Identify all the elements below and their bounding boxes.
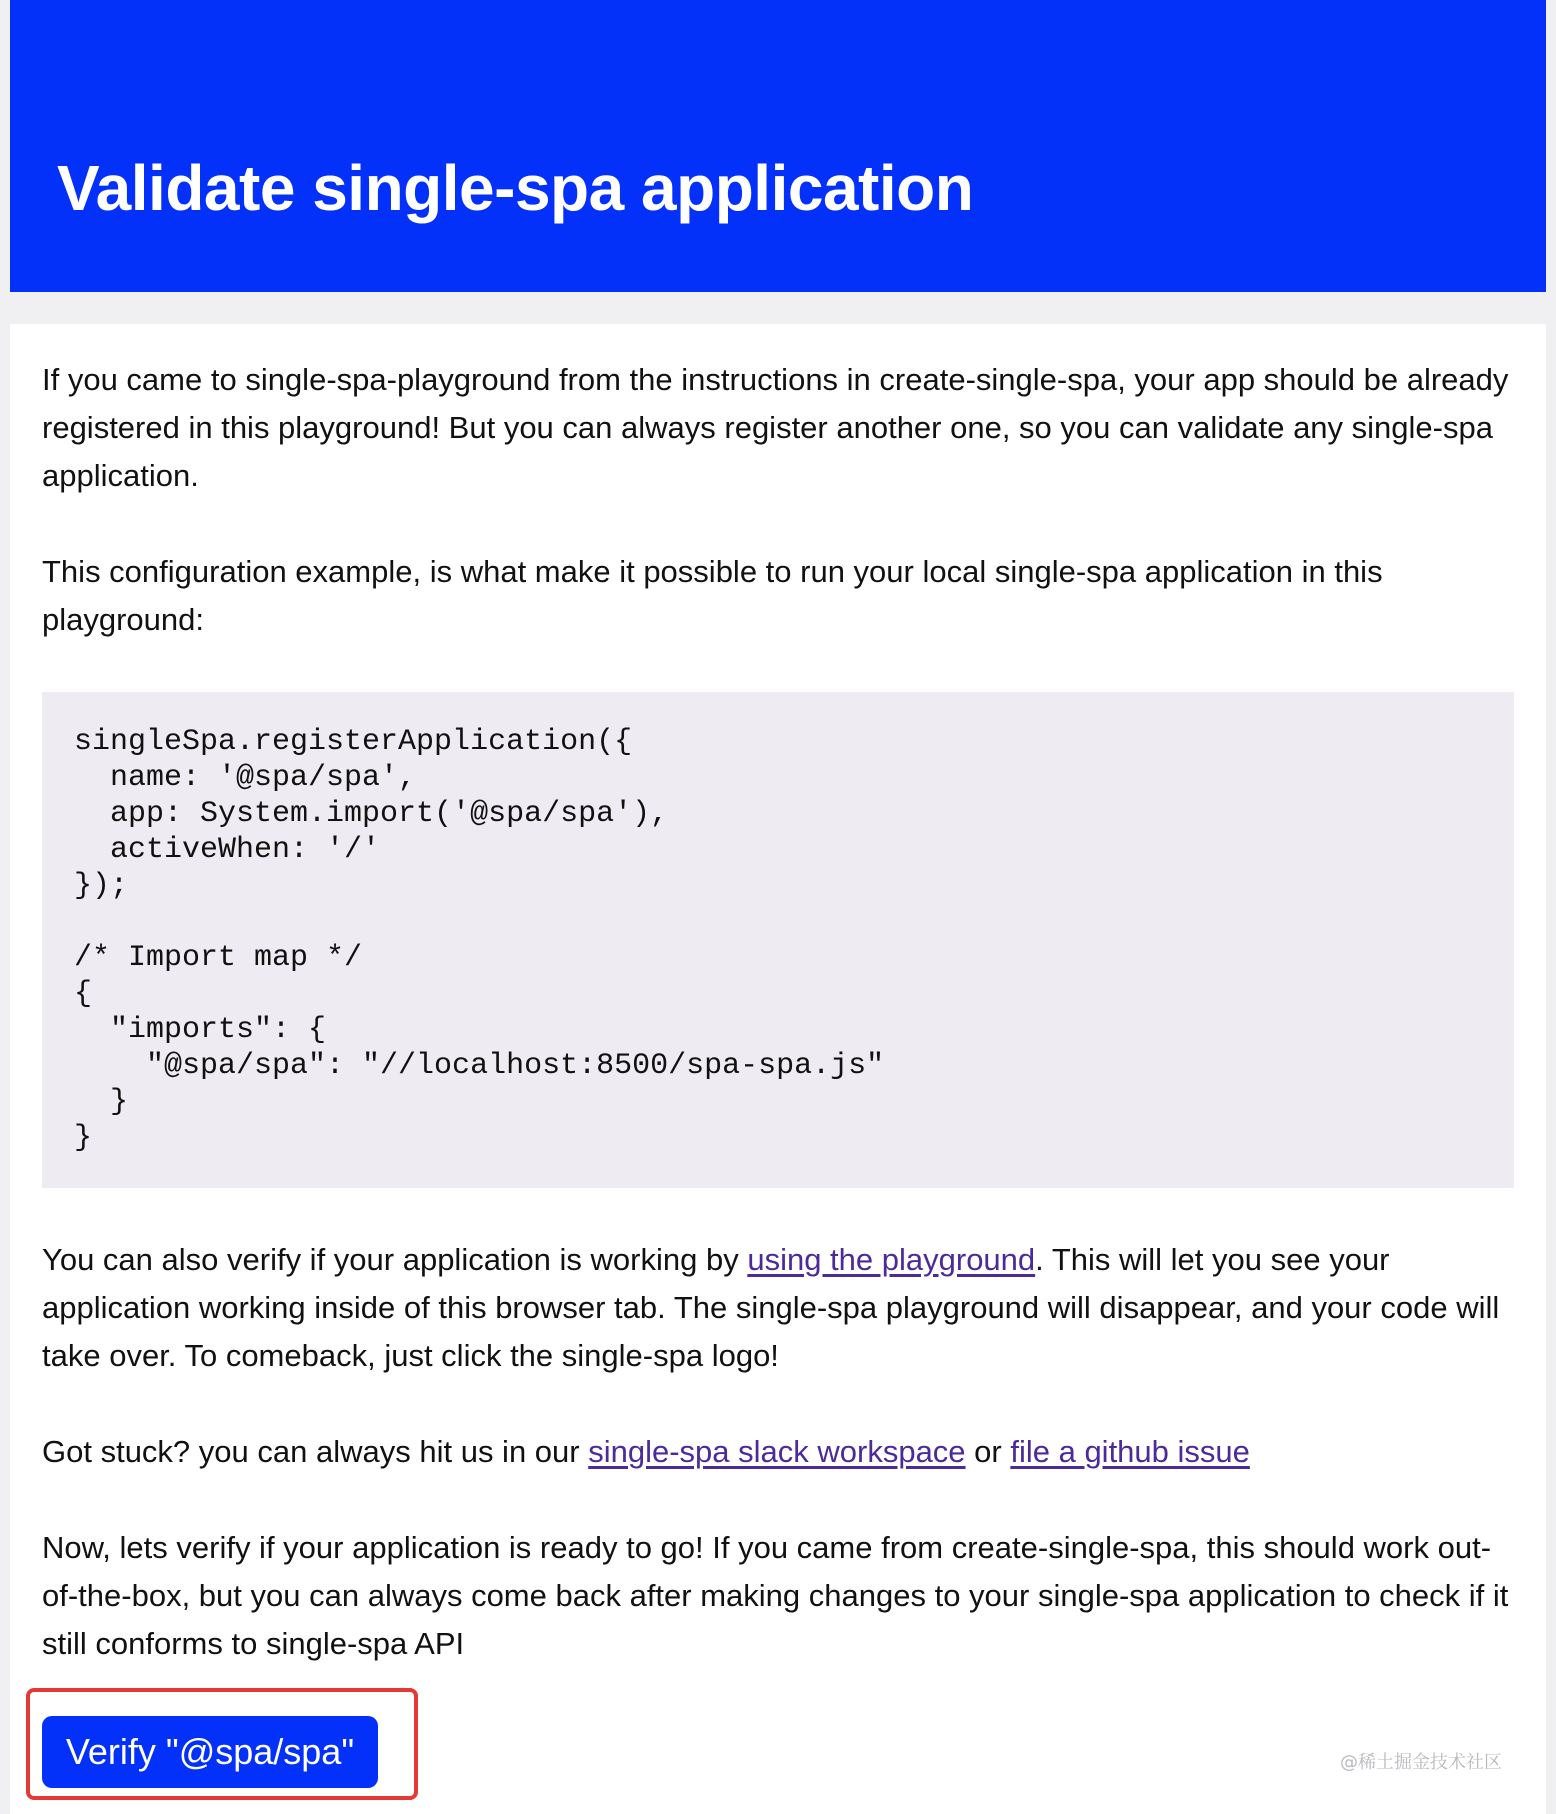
playground-text-after: . This will let you see your application working inside of this browser tab. The single-spa playground will disappear, and your code will take over. To comeback, just click the single-spa logo! <box>42 1242 1500 1373</box>
intro-paragraph: If you came to single-spa-playground from the instructions in create-single-spa, your app should be already registered in this playground! But you can always register another one, so you can validate any single-spa application. <box>42 362 1509 493</box>
help-paragraph <box>42 1428 1514 1476</box>
slack-workspace-link[interactable]: single-spa slack workspace <box>588 1434 966 1469</box>
help-text: Got stuck? you can always hit us in our <box>42 1434 589 1469</box>
playground-text-before: You can also verify if your application is working by <box>42 1242 748 1277</box>
page-title: Validate single-spa application <box>57 152 974 224</box>
github-issue-link[interactable]: file a github issue <box>1010 1434 1250 1469</box>
code-block <box>42 692 1514 1188</box>
content-card <box>10 324 1546 1814</box>
config-intro-paragraph: This configuration example, is what make it possible to run your local single-spa application in this playground: <box>42 554 1383 637</box>
ready-paragraph: Now, lets verify if your application is ready to go! If you came from create-single-spa, this should work out-of-the-box, but you can always come back after making changes to your single-spa application to check if it still conforms to single-spa API <box>42 1530 1509 1661</box>
code-snippet: singleSpa.registerApplication({ name: '@spa/spa', app: System.import('@spa/spa'), activeWhen: '/' }); /* Import map */ { "imports": { "@spa/spa": "//localhost:8500/spa-spa.js" } } <box>74 725 885 1155</box>
watermark-text: @稀土掘金技术社区 <box>1340 1752 1502 1773</box>
verify-button[interactable]: Verify "@spa/spa" <box>42 1716 378 1788</box>
playground-paragraph <box>42 1236 1514 1380</box>
using-playground-link[interactable]: using the playground <box>747 1242 1036 1277</box>
page-header <box>10 0 1546 292</box>
or-text: or <box>965 1434 1011 1469</box>
